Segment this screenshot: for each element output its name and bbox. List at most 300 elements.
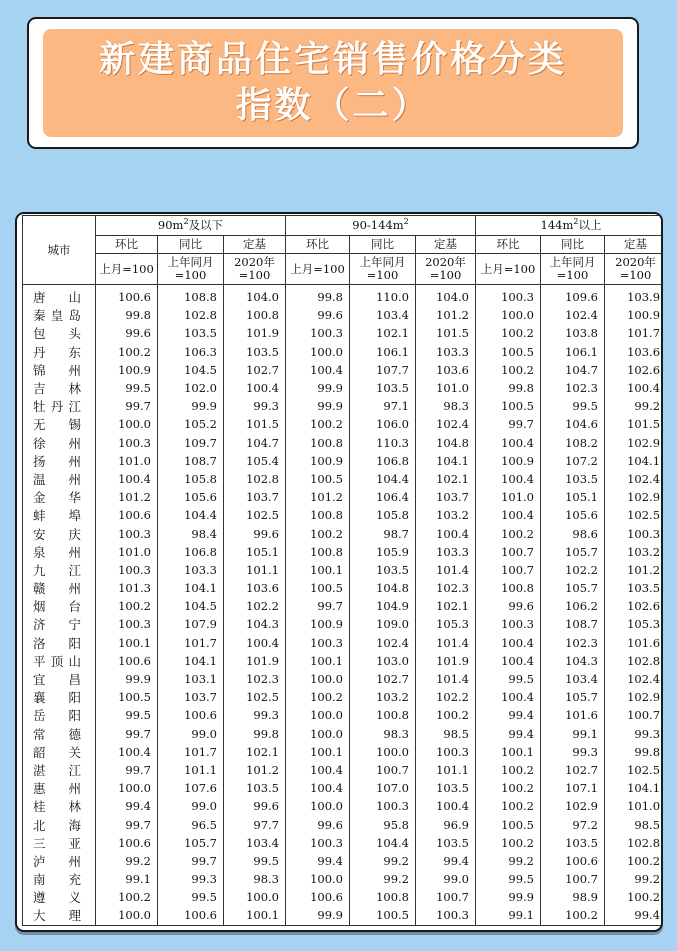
index-value-cell: 104.5 — [158, 597, 224, 615]
index-value-cell: 99.7 — [96, 725, 158, 743]
index-value-cell: 101.5 — [605, 415, 664, 433]
index-value-cell: 106.1 — [350, 343, 416, 361]
index-value-cell: 105.7 — [158, 834, 224, 852]
table-card — [15, 212, 663, 932]
index-value-cell: 109.7 — [158, 434, 224, 452]
city-cell: 韶关 — [23, 743, 96, 761]
city-cell: 赣州 — [23, 579, 96, 597]
index-value-cell: 98.7 — [350, 524, 416, 542]
index-value-cell: 101.2 — [224, 761, 286, 779]
index-value-cell: 100.2 — [605, 852, 664, 870]
index-value-cell: 100.5 — [350, 906, 416, 925]
index-value-cell: 102.5 — [605, 506, 664, 524]
index-value-cell: 100.8 — [350, 888, 416, 906]
index-value-cell: 98.6 — [541, 524, 605, 542]
index-value-cell: 99.4 — [416, 852, 476, 870]
index-value-cell: 100.3 — [476, 615, 541, 633]
table-row — [23, 888, 664, 906]
index-value-cell: 101.1 — [416, 761, 476, 779]
index-value-cell: 101.9 — [224, 652, 286, 670]
index-value-cell: 107.7 — [350, 361, 416, 379]
index-value-cell: 100.1 — [286, 652, 350, 670]
index-value-cell: 99.8 — [96, 306, 158, 324]
index-value-cell: 99.7 — [476, 415, 541, 433]
city-cell: 扬州 — [23, 452, 96, 470]
index-value-cell: 100.6 — [158, 706, 224, 724]
index-value-cell: 102.4 — [350, 634, 416, 652]
index-value-cell: 100.9 — [286, 452, 350, 470]
table-row — [23, 815, 664, 833]
title-line-2: 指数（二） — [235, 85, 431, 126]
table-row — [23, 543, 664, 561]
index-value-cell: 102.1 — [350, 324, 416, 342]
table-row — [23, 725, 664, 743]
index-value-cell: 102.2 — [416, 688, 476, 706]
index-value-cell: 100.3 — [96, 524, 158, 542]
index-value-cell: 100.9 — [286, 615, 350, 633]
index-value-cell: 103.4 — [224, 834, 286, 852]
index-value-cell: 100.1 — [224, 906, 286, 925]
index-value-cell: 100.1 — [476, 743, 541, 761]
index-value-cell: 100.6 — [541, 852, 605, 870]
index-value-cell: 106.4 — [350, 488, 416, 506]
index-value-cell: 100.0 — [286, 797, 350, 815]
index-value-cell: 104.1 — [158, 652, 224, 670]
index-value-cell: 100.2 — [476, 324, 541, 342]
table-row — [23, 688, 664, 706]
index-value-cell: 102.3 — [224, 670, 286, 688]
index-value-cell: 100.5 — [286, 470, 350, 488]
index-value-cell: 99.2 — [350, 852, 416, 870]
table-row — [23, 743, 664, 761]
index-value-cell: 99.1 — [541, 725, 605, 743]
index-value-cell: 109.6 — [541, 285, 605, 307]
index-value-cell: 103.9 — [605, 285, 664, 307]
index-value-cell: 102.8 — [605, 652, 664, 670]
sub-header: 定基 — [416, 236, 476, 254]
index-value-cell: 99.8 — [605, 743, 664, 761]
index-value-cell: 99.3 — [158, 870, 224, 888]
index-value-cell: 100.8 — [476, 579, 541, 597]
table-row — [23, 906, 664, 925]
index-value-cell: 100.8 — [286, 506, 350, 524]
city-cell: 惠州 — [23, 779, 96, 797]
index-value-cell: 105.1 — [541, 488, 605, 506]
index-value-cell: 102.9 — [605, 434, 664, 452]
index-value-cell: 99.0 — [158, 725, 224, 743]
index-value-cell: 100.2 — [286, 415, 350, 433]
index-value-cell: 99.6 — [224, 524, 286, 542]
index-value-cell: 100.5 — [476, 815, 541, 833]
group-header-medium: $90-144m^2$ — [286, 216, 476, 236]
index-value-cell: 100.3 — [96, 561, 158, 579]
city-cell: 桂林 — [23, 797, 96, 815]
index-value-cell: 100.5 — [96, 688, 158, 706]
index-value-cell: 104.1 — [605, 779, 664, 797]
index-value-cell: 101.9 — [224, 324, 286, 342]
index-value-cell: 98.3 — [416, 397, 476, 415]
index-value-cell: 99.2 — [605, 397, 664, 415]
city-cell: 南充 — [23, 870, 96, 888]
index-value-cell: 100.7 — [476, 543, 541, 561]
index-value-cell: 100.3 — [286, 324, 350, 342]
index-value-cell: 107.2 — [541, 452, 605, 470]
city-cell: 平顶山 — [23, 652, 96, 670]
index-value-cell: 100.8 — [286, 543, 350, 561]
index-value-cell: 100.0 — [476, 306, 541, 324]
index-value-cell: 103.7 — [158, 688, 224, 706]
index-value-cell: 105.6 — [541, 506, 605, 524]
index-value-cell: 104.1 — [605, 452, 664, 470]
index-value-cell: 103.0 — [350, 652, 416, 670]
index-value-cell: 103.5 — [541, 834, 605, 852]
index-value-cell: 100.3 — [476, 285, 541, 307]
index-value-cell: 99.2 — [96, 852, 158, 870]
index-value-cell: 99.5 — [224, 852, 286, 870]
city-cell: 安庆 — [23, 524, 96, 542]
sub-header: 同比 — [350, 236, 416, 254]
index-value-cell: 101.6 — [605, 634, 664, 652]
index-value-cell: 103.4 — [350, 306, 416, 324]
index-value-cell: 99.9 — [286, 906, 350, 925]
index-value-cell: 108.7 — [158, 452, 224, 470]
city-cell: 吉林 — [23, 379, 96, 397]
index-value-cell: 98.4 — [158, 524, 224, 542]
index-value-cell: 102.9 — [605, 688, 664, 706]
index-value-cell: 100.4 — [224, 634, 286, 652]
index-value-cell: 100.0 — [96, 415, 158, 433]
index-value-cell: 104.8 — [416, 434, 476, 452]
index-value-cell: 100.2 — [476, 834, 541, 852]
base-header: 上年同月 =100 — [541, 254, 605, 285]
base-header: 上年同月 =100 — [158, 254, 224, 285]
index-value-cell: 100.3 — [416, 743, 476, 761]
index-value-cell: 100.4 — [286, 779, 350, 797]
index-value-cell: 106.2 — [541, 597, 605, 615]
index-value-cell: 100.2 — [286, 688, 350, 706]
index-value-cell: 101.1 — [158, 761, 224, 779]
index-value-cell: 100.9 — [605, 306, 664, 324]
page-title — [99, 37, 567, 129]
city-cell: 牡丹江 — [23, 397, 96, 415]
index-value-cell: 101.0 — [605, 797, 664, 815]
index-value-cell: 102.8 — [224, 470, 286, 488]
index-value-cell: 100.4 — [476, 652, 541, 670]
index-value-cell: 100.2 — [476, 361, 541, 379]
index-value-cell: 105.7 — [541, 688, 605, 706]
city-cell: 徐州 — [23, 434, 96, 452]
index-value-cell: 102.1 — [416, 597, 476, 615]
index-value-cell: 103.6 — [605, 343, 664, 361]
index-value-cell: 101.7 — [158, 634, 224, 652]
index-value-cell: 98.5 — [605, 815, 664, 833]
index-value-cell: 101.7 — [158, 743, 224, 761]
index-value-cell: 99.4 — [476, 706, 541, 724]
base-header: 2020年 =100 — [605, 254, 664, 285]
index-value-cell: 100.4 — [476, 688, 541, 706]
index-value-cell: 100.3 — [605, 524, 664, 542]
index-value-cell: 101.5 — [224, 415, 286, 433]
index-value-cell: 102.7 — [541, 761, 605, 779]
index-value-cell: 104.3 — [224, 615, 286, 633]
index-value-cell: 102.8 — [605, 834, 664, 852]
table-row — [23, 470, 664, 488]
city-column-header: 城市 — [23, 216, 96, 285]
index-value-cell: 105.6 — [158, 488, 224, 506]
city-cell: 北海 — [23, 815, 96, 833]
index-value-cell: 103.2 — [605, 543, 664, 561]
index-value-cell: 102.5 — [605, 761, 664, 779]
index-value-cell: 100.3 — [96, 615, 158, 633]
index-value-cell: 100.2 — [605, 888, 664, 906]
index-value-cell: 106.3 — [158, 343, 224, 361]
index-value-cell: 99.3 — [224, 706, 286, 724]
base-header: 上月=100 — [476, 254, 541, 285]
index-value-cell: 100.3 — [286, 634, 350, 652]
index-value-cell: 99.6 — [224, 797, 286, 815]
index-value-cell: 100.7 — [476, 561, 541, 579]
index-value-cell: 105.3 — [416, 615, 476, 633]
index-value-cell: 100.2 — [416, 706, 476, 724]
index-value-cell: 104.6 — [541, 415, 605, 433]
index-value-cell: 99.5 — [541, 397, 605, 415]
index-value-cell: 101.6 — [541, 706, 605, 724]
index-value-cell: 103.5 — [224, 343, 286, 361]
city-cell: 岳阳 — [23, 706, 96, 724]
index-value-cell: 99.3 — [224, 397, 286, 415]
index-value-cell: 104.4 — [350, 470, 416, 488]
table-row — [23, 343, 664, 361]
index-value-cell: 104.5 — [158, 361, 224, 379]
city-cell: 温州 — [23, 470, 96, 488]
table-row — [23, 306, 664, 324]
index-value-cell: 102.4 — [541, 306, 605, 324]
table-row — [23, 434, 664, 452]
city-cell: 大理 — [23, 906, 96, 925]
index-value-cell: 101.1 — [224, 561, 286, 579]
index-value-cell: 100.1 — [96, 634, 158, 652]
index-value-cell: 100.4 — [476, 506, 541, 524]
city-cell: 唐山 — [23, 285, 96, 307]
table-row — [23, 324, 664, 342]
index-value-cell: 104.0 — [416, 285, 476, 307]
index-value-cell: 100.4 — [476, 434, 541, 452]
index-value-cell: 102.1 — [416, 470, 476, 488]
index-value-cell: 100.8 — [350, 706, 416, 724]
index-value-cell: 101.0 — [416, 379, 476, 397]
index-value-cell: 99.7 — [96, 397, 158, 415]
index-value-cell: 102.1 — [224, 743, 286, 761]
table-row — [23, 506, 664, 524]
index-value-cell: 103.5 — [350, 379, 416, 397]
sub-header: 环比 — [286, 236, 350, 254]
index-value-cell: 104.4 — [350, 834, 416, 852]
table-row — [23, 488, 664, 506]
index-value-cell: 102.3 — [541, 379, 605, 397]
index-value-cell: 99.1 — [476, 906, 541, 925]
index-value-cell: 99.7 — [286, 597, 350, 615]
index-value-cell: 104.8 — [350, 579, 416, 597]
index-value-cell: 103.3 — [158, 561, 224, 579]
index-value-cell: 104.9 — [350, 597, 416, 615]
base-header: 2020年 =100 — [416, 254, 476, 285]
index-value-cell: 100.5 — [476, 343, 541, 361]
index-value-cell: 99.5 — [476, 670, 541, 688]
index-value-cell: 101.5 — [416, 324, 476, 342]
group-header-large: $144m^2$以上 — [476, 216, 664, 236]
index-value-cell: 98.5 — [416, 725, 476, 743]
index-value-cell: 105.2 — [158, 415, 224, 433]
index-value-cell: 107.0 — [350, 779, 416, 797]
table-row — [23, 779, 664, 797]
index-value-cell: 99.8 — [476, 379, 541, 397]
index-value-cell: 101.4 — [416, 561, 476, 579]
index-value-cell: 104.1 — [416, 452, 476, 470]
table-row — [23, 361, 664, 379]
index-value-cell: 102.4 — [416, 415, 476, 433]
index-value-cell: 103.6 — [416, 361, 476, 379]
index-value-cell: 100.2 — [476, 797, 541, 815]
title-line-1: 新建商品住宅销售价格分类 — [98, 39, 567, 80]
index-value-cell: 100.6 — [96, 834, 158, 852]
index-value-cell: 100.0 — [286, 706, 350, 724]
index-value-cell: 100.3 — [416, 906, 476, 925]
city-cell: 丹东 — [23, 343, 96, 361]
index-value-cell: 100.4 — [416, 797, 476, 815]
index-value-cell: 100.2 — [476, 761, 541, 779]
sub-header: 同比 — [158, 236, 224, 254]
index-value-cell: 100.3 — [286, 834, 350, 852]
table-row — [23, 415, 664, 433]
price-index-table — [22, 215, 663, 926]
base-header: 上月=100 — [96, 254, 158, 285]
index-value-cell: 100.4 — [96, 470, 158, 488]
index-value-cell: 100.7 — [541, 870, 605, 888]
index-value-cell: 100.9 — [476, 452, 541, 470]
index-value-cell: 100.4 — [96, 743, 158, 761]
index-value-cell: 101.2 — [416, 306, 476, 324]
title-card — [27, 17, 639, 149]
index-value-cell: 106.8 — [158, 543, 224, 561]
city-cell: 遵义 — [23, 888, 96, 906]
index-value-cell: 103.5 — [224, 779, 286, 797]
index-value-cell: 106.0 — [350, 415, 416, 433]
index-value-cell: 98.3 — [350, 725, 416, 743]
index-value-cell: 100.6 — [158, 906, 224, 925]
table-row — [23, 652, 664, 670]
index-value-cell: 97.7 — [224, 815, 286, 833]
index-value-cell: 99.9 — [286, 379, 350, 397]
index-value-cell: 99.0 — [416, 870, 476, 888]
index-value-cell: 105.3 — [605, 615, 664, 633]
table-row — [23, 761, 664, 779]
index-value-cell: 102.9 — [605, 488, 664, 506]
index-value-cell: 100.0 — [286, 725, 350, 743]
index-value-cell: 100.4 — [476, 634, 541, 652]
index-value-cell: 97.1 — [350, 397, 416, 415]
index-value-cell: 104.7 — [541, 361, 605, 379]
index-value-cell: 107.1 — [541, 779, 605, 797]
index-value-cell: 102.2 — [224, 597, 286, 615]
index-value-cell: 100.6 — [96, 652, 158, 670]
index-value-cell: 106.8 — [350, 452, 416, 470]
index-value-cell: 103.5 — [541, 470, 605, 488]
index-value-cell: 100.2 — [96, 343, 158, 361]
index-value-cell: 108.2 — [541, 434, 605, 452]
index-value-cell: 100.4 — [286, 361, 350, 379]
index-value-cell: 99.4 — [96, 797, 158, 815]
index-value-cell: 107.6 — [158, 779, 224, 797]
table-row — [23, 597, 664, 615]
index-value-cell: 99.9 — [476, 888, 541, 906]
index-value-cell: 99.4 — [286, 852, 350, 870]
index-value-cell: 100.0 — [96, 906, 158, 925]
index-value-cell: 100.3 — [96, 434, 158, 452]
city-cell: 泉州 — [23, 543, 96, 561]
city-cell: 锦州 — [23, 361, 96, 379]
table-body — [23, 285, 664, 926]
index-value-cell: 103.5 — [416, 834, 476, 852]
index-value-cell: 99.9 — [158, 397, 224, 415]
table-row — [23, 561, 664, 579]
table-row — [23, 834, 664, 852]
city-cell: 常德 — [23, 725, 96, 743]
table-row — [23, 379, 664, 397]
index-value-cell: 100.6 — [286, 888, 350, 906]
index-value-cell: 99.1 — [96, 870, 158, 888]
index-value-cell: 105.7 — [541, 543, 605, 561]
index-value-cell: 100.1 — [286, 743, 350, 761]
city-cell: 洛阳 — [23, 634, 96, 652]
index-value-cell: 107.9 — [158, 615, 224, 633]
index-value-cell: 102.7 — [224, 361, 286, 379]
index-value-cell: 100.2 — [541, 906, 605, 925]
index-value-cell: 100.4 — [605, 379, 664, 397]
base-header: 2020年 =100 — [224, 254, 286, 285]
table-row — [23, 797, 664, 815]
index-value-cell: 99.9 — [286, 397, 350, 415]
index-value-cell: 103.5 — [416, 779, 476, 797]
city-cell: 包头 — [23, 324, 96, 342]
index-value-cell: 99.8 — [286, 285, 350, 307]
index-value-cell: 99.6 — [476, 597, 541, 615]
index-value-cell: 100.2 — [96, 597, 158, 615]
table-row — [23, 706, 664, 724]
index-value-cell: 101.2 — [96, 488, 158, 506]
index-value-cell: 99.6 — [286, 306, 350, 324]
index-value-cell: 102.4 — [605, 670, 664, 688]
index-value-cell: 100.5 — [286, 579, 350, 597]
index-value-cell: 99.4 — [476, 725, 541, 743]
index-value-cell: 103.5 — [605, 579, 664, 597]
city-cell: 三亚 — [23, 834, 96, 852]
base-header: 上月=100 — [286, 254, 350, 285]
index-value-cell: 99.3 — [605, 725, 664, 743]
index-value-cell: 109.0 — [350, 615, 416, 633]
index-value-cell: 100.2 — [96, 888, 158, 906]
index-value-cell: 103.2 — [350, 688, 416, 706]
index-value-cell: 99.9 — [96, 670, 158, 688]
index-value-cell: 100.4 — [286, 761, 350, 779]
index-value-cell: 101.0 — [96, 543, 158, 561]
index-value-cell: 98.9 — [541, 888, 605, 906]
table-row — [23, 397, 664, 415]
index-value-cell: 105.4 — [224, 452, 286, 470]
index-value-cell: 101.0 — [476, 488, 541, 506]
index-value-cell: 101.2 — [605, 561, 664, 579]
index-value-cell: 104.4 — [158, 506, 224, 524]
group-header-small: $90m^2$及以下 — [96, 216, 286, 236]
